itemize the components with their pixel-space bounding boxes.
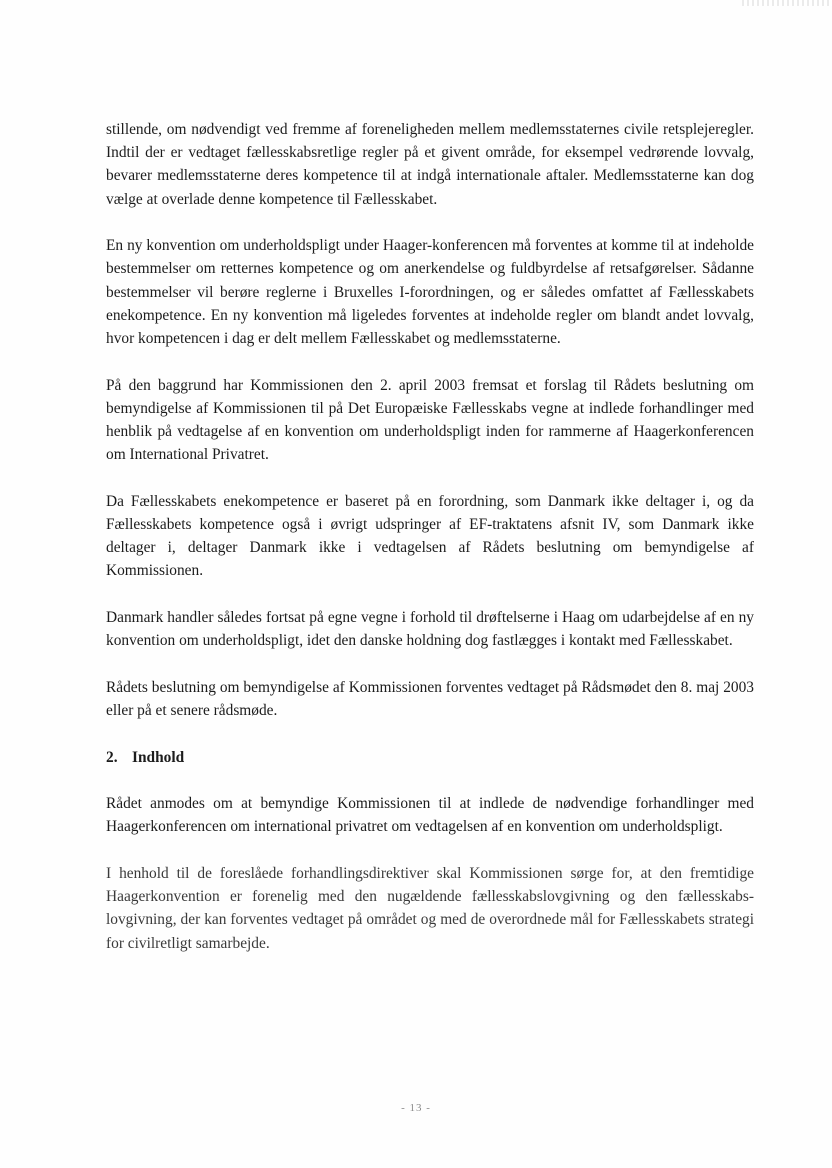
paragraph-commission-proposal: På den baggrund har Kommissionen den 2. april 2003 fremsat et forslag til Rådets beslutning om bemyndigelse af Kommissionen til på Det Europæiske Fællesskabs vegne at indlede forhandlinger med henblik på vedtagelse af en konvention om underholdspligt inden for rammerne af Haagerkonferencen om International Privatret. [106, 376, 754, 464]
section-title: Indhold [132, 748, 185, 766]
section-heading [106, 746, 754, 769]
section-number: 2. [106, 748, 118, 766]
page-number: - 13 - [401, 1102, 431, 1114]
paragraph-new-convention: En ny konvention om underholdspligt under Haager-konferencen må forventes at komme til at indeholde bestemmelser om retternes kompetence og om anerkendelse og fuldbyrdelse af retsafgørelser. Sådanne bestemmelser vil berøre reglerne i Bruxelles I-forordningen, og er således omfattet af Fællesskabets enekompetence. En ny konvention må ligeledes forventes at indeholde regler om blandt andet lovvalg, hvor kompetencen i dag er delt mellem Fællesskabet og medlemsstaterne. [106, 237, 754, 348]
paragraph-council-decision: Rådets beslutning om bemyndigelse af Kommissionen forventes vedtaget på Rådsmødet den 8. maj 2003 eller på et senere rådsmøde. [106, 678, 754, 720]
paragraph-denmark-exclusion: Da Fællesskabets enekompetence er baseret på en forordning, som Danmark ikke deltager i, og da Fællesskabets kompetence også i øvrigt udspringer af EF-traktatens afsnit IV, som Danmark ikke deltager i, deltager Danmark ikke i vedtagelsen af Rådets beslutning om bemyndigelse af Kommissionen. [106, 492, 754, 580]
paragraph-negotiation-directives: I henhold til de foreslåede forhandlingsdirektiver skal Kommissionen sørge for, at den fremtidige Haagerkonvention er forenelig med den nugældende fællesskabslovgivning og den fællesskabslovgivning, der kan forventes vedtaget på området og med de overordnede mål for Fællesskabets strategi for civilretligt samarbejde. [106, 865, 754, 952]
document-body [106, 118, 754, 978]
scan-edge-artifact [742, 0, 832, 6]
paragraph-denmark-own-behalf: Danmark handler således fortsat på egne vegne i forhold til drøftelserne i Haag om udarbejdelse af en ny konvention om underholdspligt, idet den danske holdning dog fastlægges i kontakt med Fællesskabet. [106, 609, 754, 650]
paragraph-council-request: Rådet anmodes om at bemyndige Kommissionen til at indlede de nødvendige forhandlinger med Haagerkonferencen om international privatret om vedtagelsen af en konvention om underholdspligt. [106, 795, 754, 836]
paragraph-competence-continuation: stillende, om nødvendigt ved fremme af foreneligheden mellem medlemsstaternes civile retsplejeregler. Indtil der er vedtaget fællesskabsretlige regler på et givent område, for eksempel vedrørende lovvalg, bevarer medlemsstaterne deres kompetence til at indgå internationale aftaler. Medlemsstaterne kan dog vælge at overlade denne kompetence til Fællesskabet. [106, 121, 754, 208]
